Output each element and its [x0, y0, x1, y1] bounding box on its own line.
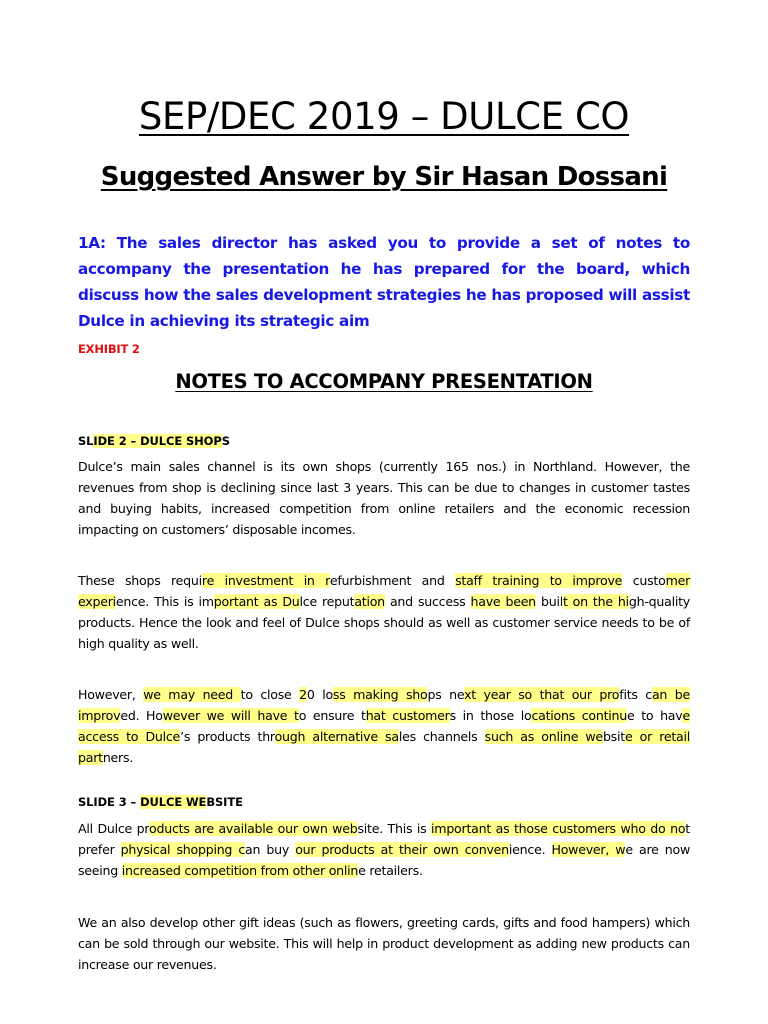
- document-title: SEP/DEC 2019 – DULCE CO: [138, 95, 630, 138]
- slide-3-paragraph-1: All Dulce products are available our own website. This is important as those customers who do not prefer physical shopping can buy our products at their own convenience. However, we are now seeing increased competition from other online retailers.: [78, 821, 690, 878]
- document-subtitle: Suggested Answer by Sir Hasan Dossani: [100, 162, 668, 192]
- exhibit-label: EXHIBIT 2: [78, 342, 140, 356]
- slide-2-paragraph-3: However, we may need to close 20 loss making shops next year so that our profits can be improved. However we will have to ensure that customers in those locations continue to have access to Dulce’s products through alternative sales channels such as online website or retail partners.: [78, 687, 690, 765]
- slide-3-heading: SLIDE 3 – DULCE WEBSITE: [78, 795, 243, 809]
- slide-2-paragraph-2: These shops require investment in refurbishment and staff training to improve customer experience. This is important as Dulce reputation and success have been built on the high-quality products. Hence the look and feel of Dulce shops should as well as customer service needs to be of high quality as well.: [78, 573, 691, 651]
- notes-title: NOTES TO ACCOMPANY PRESENTATION: [175, 370, 593, 393]
- slide-2-paragraph-1: Dulce’s main sales channel is its own shops (currently 165 nos.) in Northland. However, the revenues from shop is declining since last 3 years. This can be due to changes in customer tastes and buying habits, increased competition from online retailers and the economic recession impacting on customers’ disposable incomes.: [78, 459, 690, 537]
- question-text: 1A: The sales director has asked you to provide a set of notes to accompany the presentation he has prepared for the board, which discuss how the sales development strategies he has proposed will assist Dulce in achieving its strategic aim: [78, 234, 690, 330]
- slide-3-paragraph-2: We an also develop other gift ideas (such as flowers, greeting cards, gifts and food hampers) which can be sold through our website. This will help in product development as adding new products can increase our revenues.: [78, 915, 690, 972]
- slide-2-heading: SLIDE 2 – DULCE SHOPS: [78, 434, 230, 448]
